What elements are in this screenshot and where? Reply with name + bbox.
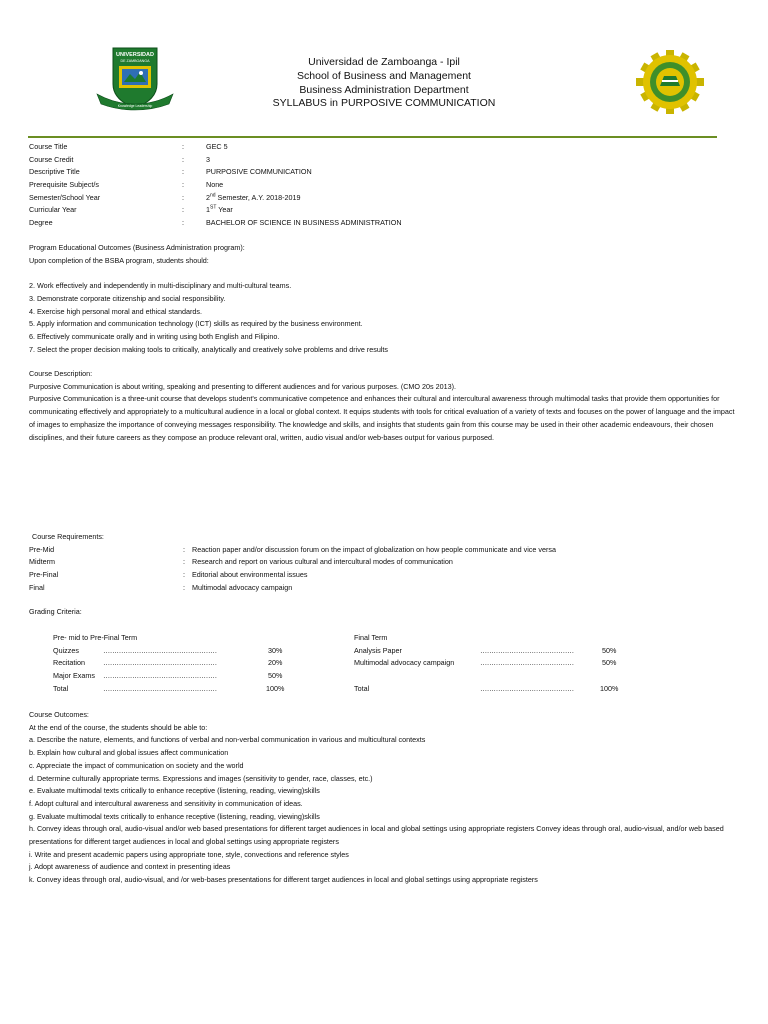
outcome-item: k. Convey ideas through oral, audio-visual, and /or web-bases presentations for different target audiences in local and global settings using appropriate registers bbox=[29, 875, 538, 885]
grading-label: Multimodal advocacy campaign bbox=[354, 658, 455, 668]
grading-leader: …………………………………… bbox=[480, 658, 574, 668]
grading-row bbox=[354, 657, 634, 670]
info-label: Degree bbox=[29, 218, 53, 228]
logo-ribbon-text: Knowledge Leadership bbox=[117, 104, 153, 108]
requirement-row bbox=[29, 582, 741, 595]
course-outcomes-section bbox=[29, 709, 741, 887]
outcome-item: f. Adopt cultural and intercultural awareness and sensitivity in communication of ideas. bbox=[29, 798, 303, 808]
university-name: Universidad de Zamboanga - Ipil bbox=[308, 56, 460, 68]
grading-row bbox=[53, 683, 293, 696]
course-description-section bbox=[29, 368, 741, 444]
info-value bbox=[206, 204, 233, 217]
grading-label: Recitation bbox=[53, 658, 85, 668]
grading-leader: …………………………………………… bbox=[103, 658, 217, 668]
requirement-colon: : bbox=[183, 557, 185, 567]
outcome-item: d. Determine culturally appropriate terms. Expressions and images (sensitivity to gender, race, classes, etc.) bbox=[29, 773, 373, 783]
grading-percent: 100% bbox=[600, 683, 619, 693]
info-value: 3 bbox=[206, 154, 210, 164]
requirement-label: Pre-Final bbox=[29, 570, 59, 580]
info-colon: : bbox=[182, 167, 184, 177]
outcomes-intro: At the end of the course, the students should be able to: bbox=[29, 722, 208, 732]
program-outcomes-section bbox=[29, 242, 741, 356]
peo-item: 4. Exercise high personal moral and ethical standards. bbox=[29, 306, 202, 316]
requirement-row bbox=[29, 556, 741, 569]
info-value: PURPOSIVE COMMUNICATION bbox=[206, 167, 312, 177]
info-label: Course Title bbox=[29, 142, 68, 151]
info-colon: : bbox=[182, 205, 184, 215]
outcome-item: b. Explain how cultural and global issues affect communication bbox=[29, 748, 229, 758]
requirement-colon: : bbox=[183, 544, 185, 554]
spacer bbox=[29, 267, 741, 280]
peo-heading: Program Educational Outcomes (Business Administration program): bbox=[29, 243, 245, 252]
outcome-item: i. Write and present academic papers using appropriate tone, style, convections and reference styles bbox=[29, 849, 349, 859]
requirement-value: Reaction paper and/or discussion forum on the impact of globalization on how people communicate and vice versa bbox=[192, 544, 556, 554]
info-value: BACHELOR OF SCIENCE IN BUSINESS ADMINISTRATION bbox=[206, 218, 402, 228]
value-sup: ST bbox=[210, 205, 217, 212]
grading-term-title: Pre- mid to Pre-Final Term bbox=[53, 633, 138, 642]
info-colon: : bbox=[182, 192, 184, 202]
outcome-item: j. Adopt awareness of audience and context in presenting ideas bbox=[29, 862, 231, 872]
requirement-value: Editorial about environmental issues bbox=[192, 570, 308, 580]
grading-leader: …………………………………… bbox=[480, 645, 574, 655]
requirement-label: Midterm bbox=[29, 557, 55, 567]
description-line: Purposive Communication is about writing, speaking and presenting to different audiences and for various purposes. (CMO 20s 2013). bbox=[29, 381, 456, 391]
value-post: Year bbox=[216, 205, 233, 215]
logo-text-top: UNIVERSIDAD bbox=[116, 52, 154, 58]
info-value bbox=[206, 192, 301, 205]
outcomes-heading: Course Outcomes: bbox=[29, 710, 89, 719]
grading-row bbox=[354, 645, 634, 658]
grading-heading: Grading Criteria: bbox=[29, 607, 82, 616]
info-colon: : bbox=[182, 154, 184, 164]
requirement-value: Multimodal advocacy campaign bbox=[192, 582, 293, 592]
document-header bbox=[220, 56, 548, 111]
grading-term-title: Final Term bbox=[354, 633, 388, 642]
grading-percent: 50% bbox=[602, 645, 617, 655]
info-colon: : bbox=[182, 142, 184, 151]
requirement-colon: : bbox=[183, 582, 185, 592]
grading-title-row bbox=[354, 632, 634, 645]
value-pre: 2 bbox=[206, 192, 210, 202]
peo-item: 6. Effectively communicate orally and in writing using both English and Filipino. bbox=[29, 331, 280, 341]
grading-left-table bbox=[53, 632, 293, 695]
grading-row bbox=[53, 645, 293, 658]
outcome-item: g. Evaluate multimodal texts critically to enhance receptive (listening, reading, viewing)skills bbox=[29, 811, 320, 821]
peo-item: 2. Work effectively and independently in multi-disciplinary and multi-cultural teams. bbox=[29, 281, 292, 291]
outcome-item: h. Convey ideas through oral, audio-visual and/or web based presentations for different target audiences in local and global settings using appropriate registers Convey ideas through oral, audio-visual, and/or web based presentations for different target audiences in local and global settings using appropriate registers bbox=[29, 824, 724, 847]
requirement-row bbox=[29, 544, 741, 557]
description-body: Purposive Communication is a three-unit course that develops student's communicative competence and enhances their cultural and intercultural awareness through multimodal tasks that provide them opportunities for communicating effectively and appropriately to a multicultural audience in a local or global context. It equips students with tools for critical evaluation of a variety of texts and focuses on the power of language and the impact of images to emphasize the importance of conveying messages responsibility. The knowledge and skills, and insights that students gain from this course may be used in their other academic endeavours, their chosen disciplines, and their future careers as they compose an produce relevant oral, written, audio visual and/or web-bases output for various purposed. bbox=[29, 394, 735, 442]
school-name: School of Business and Management bbox=[297, 69, 471, 82]
info-colon: : bbox=[182, 218, 184, 228]
grading-label: Analysis Paper bbox=[354, 645, 402, 655]
requirement-label: Pre-Mid bbox=[29, 544, 55, 554]
grading-percent: 50% bbox=[268, 671, 283, 681]
value-post: Semester, A.Y. 2018-2019 bbox=[215, 192, 301, 202]
grading-leader: …………………………………………… bbox=[103, 645, 217, 655]
grading-leader: …………………………………… bbox=[480, 683, 574, 693]
grading-percent: 20% bbox=[268, 658, 283, 668]
info-label: Descriptive Title bbox=[29, 167, 80, 177]
info-colon: : bbox=[182, 180, 184, 190]
outcome-item: a. Describe the nature, elements, and functions of verbal and non-verbal communication in various and multicultural contexts bbox=[29, 735, 426, 745]
peo-item: 7. Select the proper decision making tools to critically, analytically and creatively solve problems and drive results bbox=[29, 344, 389, 354]
grading-percent: 30% bbox=[268, 645, 283, 655]
syllabus-title: SYLLABUS in PURPOSIVE COMMUNICATION bbox=[272, 97, 496, 110]
grading-percent: 100% bbox=[266, 683, 285, 693]
grading-row bbox=[53, 670, 293, 683]
grading-percent: 50% bbox=[602, 658, 617, 668]
grading-row bbox=[354, 670, 634, 683]
department-seal-icon bbox=[636, 50, 704, 114]
info-label: Prerequisite Subject/s bbox=[29, 180, 99, 190]
grading-leader: …………………………………………… bbox=[103, 683, 217, 693]
grading-row bbox=[354, 683, 634, 696]
department-name: Business Administration Department bbox=[299, 83, 469, 96]
requirements-heading: Course Requirements: bbox=[32, 532, 104, 541]
outcome-item: e. Evaluate multimodal texts critically to enhance receptive (listening, reading, viewing)skills bbox=[29, 786, 320, 796]
requirement-row bbox=[29, 569, 741, 582]
peo-intro: Upon completion of the BSBA program, students should: bbox=[29, 255, 209, 265]
course-requirements-section bbox=[29, 531, 741, 594]
requirement-colon: : bbox=[183, 570, 185, 580]
grading-label: Total bbox=[53, 683, 69, 693]
info-value: None bbox=[206, 180, 224, 190]
grading-label: Total bbox=[354, 683, 370, 693]
grading-leader: …………………………………………… bbox=[103, 671, 217, 681]
grading-title-row bbox=[53, 632, 293, 645]
grading-row bbox=[53, 657, 293, 670]
logo-text-mid: DE ZAMBOANGA bbox=[120, 59, 150, 63]
info-label: Semester/School Year bbox=[29, 192, 101, 202]
value-pre: 1 bbox=[206, 205, 210, 215]
grading-label: Quizzes bbox=[53, 645, 79, 655]
header-divider bbox=[28, 136, 717, 138]
peo-item: 3. Demonstrate corporate citizenship and social responsibility. bbox=[29, 293, 226, 303]
info-label: Curricular Year bbox=[29, 205, 77, 215]
requirement-label: Final bbox=[29, 582, 45, 592]
info-label: Course Credit bbox=[29, 154, 74, 164]
info-value: GEC 5 bbox=[206, 142, 228, 151]
peo-item: 5. Apply information and communication technology (ICT) skills as required by the business environment. bbox=[29, 319, 363, 329]
value-sup: nd bbox=[210, 192, 216, 199]
outcome-item: c. Appreciate the impact of communication on society and the world bbox=[29, 760, 244, 770]
university-logo bbox=[95, 46, 175, 112]
requirement-value: Research and report on various cultural and intercultural modes of communication bbox=[192, 557, 453, 567]
grading-right-table bbox=[354, 632, 634, 695]
grading-label: Major Exams bbox=[53, 671, 95, 681]
description-heading: Course Description: bbox=[29, 369, 93, 378]
